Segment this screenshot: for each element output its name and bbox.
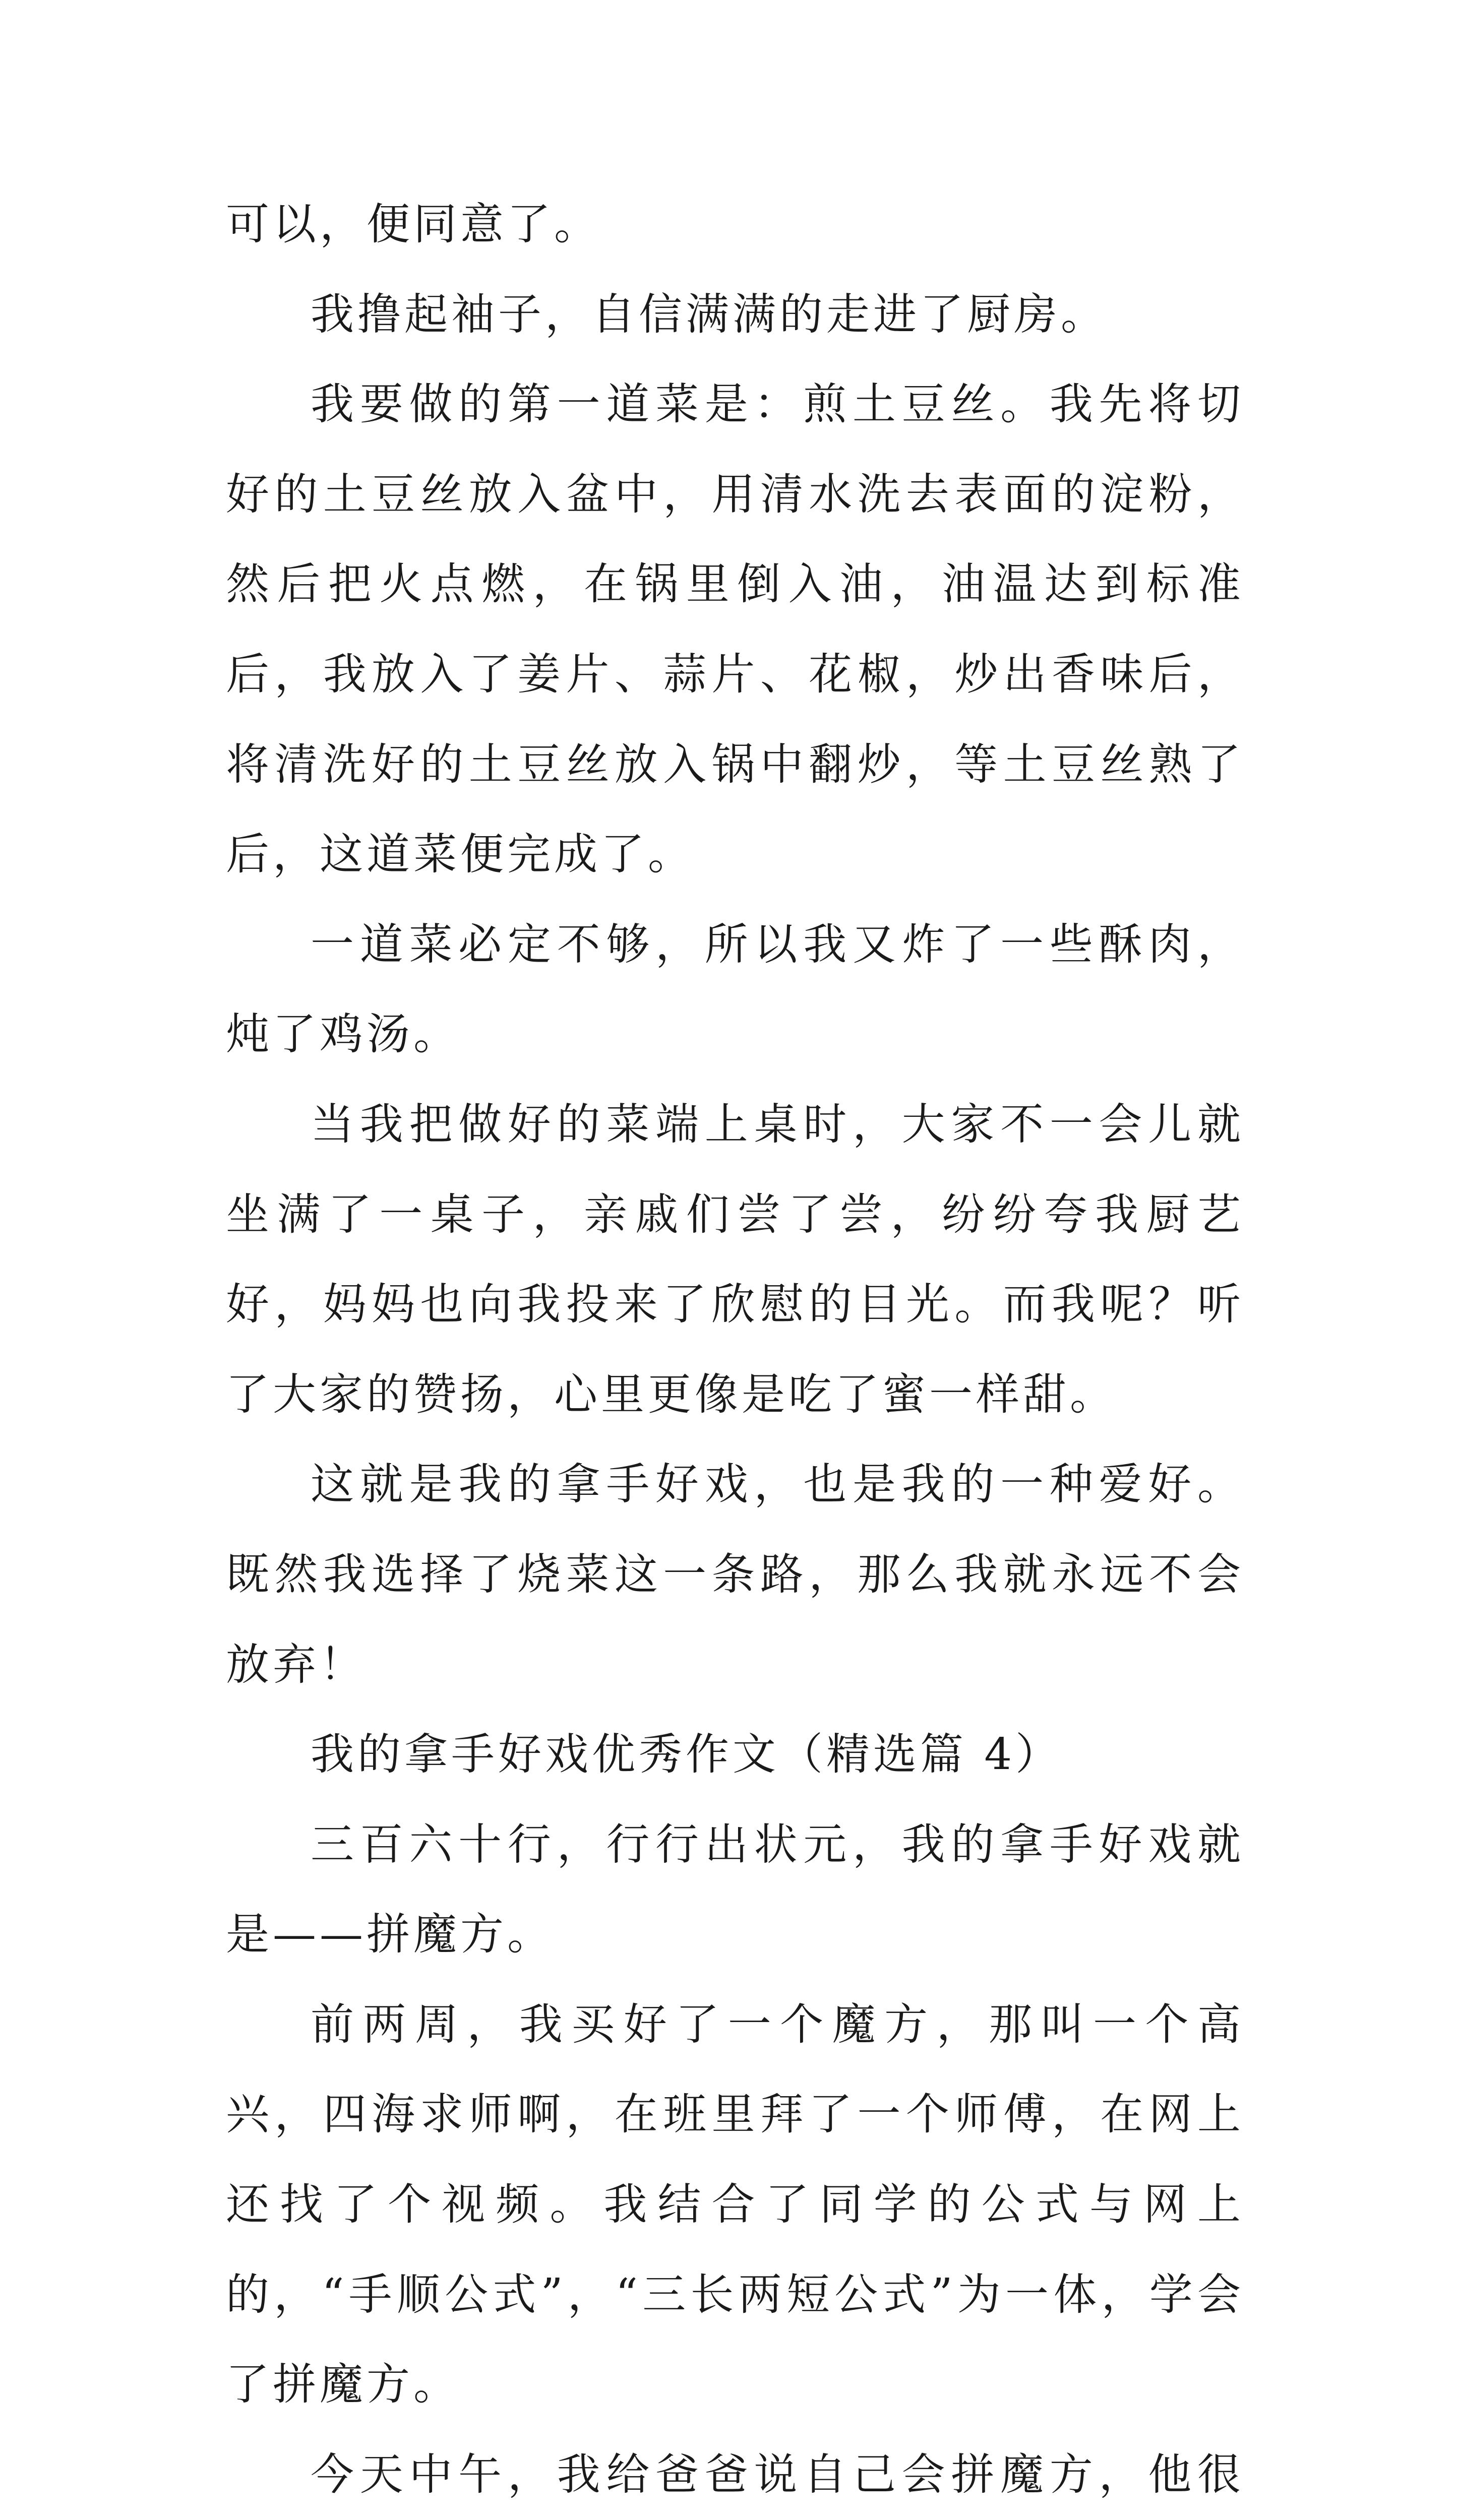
paragraph-9: 今天中午，我给爸爸说自己会拼魔方，他很	[311, 2449, 1244, 2500]
paragraph-5: 当我把做好的菜端上桌时，大家不一会儿就坐满了一桌子，亲戚们尝了尝，纷纷夸我厨艺好，妈妈也向我投来了欣慰的目光。而我呢？听了大家的赞扬，心里更像是吃了蜜一样甜。	[226, 1099, 1244, 1420]
paragraph-2: 我撸起袖子，自信满满的走进了厨房。	[311, 289, 1108, 340]
paragraph-8: 前两周，我买好了一个魔方，那叫一个高兴，四海求师啊，在班里拜了一个师傅，在网上还找了个视频。我结合了同学的公式与网上的，“手顺公式”，“三长两短公式”为一体，学会了拼魔方。	[226, 1999, 1244, 2410]
paragraph-6: 这就是我的拿手好戏，也是我的一种爱好。既然我选择了烧菜这一条路，那么我就永远不会放弃！	[226, 1459, 1244, 1690]
paragraph-7: 三百六十行，行行出状元，我的拿手好戏就是——拼魔方。	[226, 1819, 1244, 1960]
paragraph-1: 可以，便同意了。	[226, 199, 601, 249]
section-heading: 我的拿手好戏优秀作文（精选篇 4）	[311, 1729, 1063, 1780]
body-text	[226, 179, 1244, 2520]
paragraph-4: 一道菜必定不够，所以我又炸了一些酥肉，炖了鸡汤。	[226, 919, 1244, 1060]
paragraph-3: 我要做的第一道菜是：煎土豆丝。我先将切好的土豆丝放入盆中，用清水洗去表面的淀粉，然后把火点燃，在锅里倒入油，油温达到标准后，我放入了姜片、蒜片、花椒，炒出香味后，将清洗好的土豆丝放入锅中翻炒，等土豆丝熟了后，这道菜便完成了。	[226, 379, 1244, 880]
